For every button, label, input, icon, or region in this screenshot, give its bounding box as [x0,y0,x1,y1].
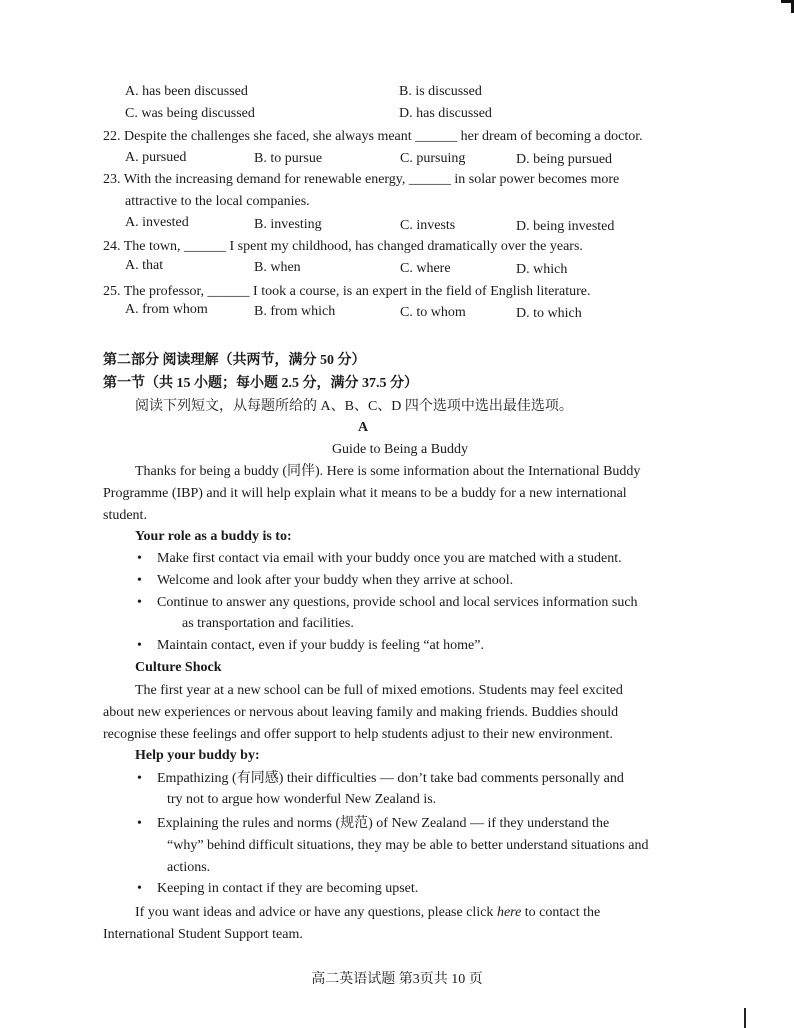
culture-heading: Culture Shock [135,660,222,675]
q22-option-c: C. pursuing [400,151,466,166]
q22-stem: 22. Despite the challenges she faced, she always meant ______ her dream of becoming a doctor. [103,129,643,144]
intro-line-2: Programme (IBP) and it will help explain what it means to be a buddy for a new international [103,486,627,501]
q25-option-d: D. to which [516,306,582,321]
q21-option-d: D. has discussed [399,106,492,121]
edge-crop-mark [744,1008,746,1028]
role-item-3: Continue to answer any questions, provide school and local services information such [157,595,638,610]
role-item-3-cont: as transportation and facilities. [182,616,354,631]
q23-option-d: D. being invested [516,219,615,234]
role-item-2: Welcome and look after your buddy when they arrive at school. [157,573,514,588]
part2-heading: 第二部分 阅读理解（共两节，满分 50 分） [103,353,366,368]
help-item-2c: actions. [167,860,211,875]
q24-option-a: A. that [125,258,164,273]
q21-option-c: C. was being discussed [125,106,255,121]
q23-option-c: C. invests [400,218,456,233]
q22-option-a: A. pursued [125,150,187,165]
q24-option-d: D. which [516,262,568,277]
help-item-3: Keeping in contact if they are becoming upset. [157,881,419,896]
closing-text-post: to contact the [521,905,601,920]
bullet-glyph: • [137,573,142,588]
q24-stem: 24. The town, ______ I spent my childhood, has changed dramatically over the years. [103,239,583,254]
reading-instruction: 阅读下列短文，从每题所给的 A、B、C、D 四个选项中选出最佳选项。 [135,399,573,414]
help-item-1b: try not to argue how wonderful New Zealand is. [167,792,437,807]
q25-option-b: B. from which [254,304,336,319]
corner-crop-mark [781,0,794,13]
section1-heading: 第一节（共 15 小题；每小题 2.5 分，满分 37.5 分） [103,376,418,391]
q23-option-b: B. investing [254,217,322,232]
role-item-1: Make first contact via email with your buddy once you are matched with a student. [157,551,622,566]
role-item-4: Maintain contact, even if your buddy is feeling “at home”. [157,638,484,653]
q24-option-b: B. when [254,260,301,275]
bullet-glyph: • [137,638,142,653]
help-item-2a: Explaining the rules and norms (规范) of New Zealand — if they understand the [157,816,610,831]
closing-text-pre: If you want ideas and advice or have any questions, please click [135,905,497,920]
q25-option-a: A. from whom [125,302,208,317]
q25-stem: 25. The professor, ______ I took a course, is an expert in the field of English literature. [103,284,591,299]
page-footer: 高二英语试题 第3页共 10 页 [311,972,483,987]
passage-letter: A [357,420,369,435]
q23-option-a: A. invested [125,215,189,230]
help-item-2b: “why” behind difficult situations, they may be able to better understand situations and [167,838,649,853]
culture-line-3: recognise these feelings and offer support to help students adjust to their new environment. [103,727,613,742]
bullet-glyph: • [137,595,142,610]
intro-line-1: Thanks for being a buddy (同伴). Here is some information about the International Buddy [135,464,641,479]
help-heading: Help your buddy by: [135,748,260,763]
bullet-glyph: • [137,551,142,566]
q25-option-c: C. to whom [400,305,466,320]
closing-line-2: International Student Support team. [103,927,303,942]
q21-option-b: B. is discussed [399,84,482,99]
passage-title: Guide to Being a Buddy [331,442,469,457]
q23-stem-line2: attractive to the local companies. [125,194,310,209]
closing-line-1 [135,904,600,922]
intro-line-3: student. [103,508,147,523]
q24-option-c: C. where [400,261,451,276]
q22-option-b: B. to pursue [254,151,323,166]
support-link[interactable]: here [496,905,522,920]
bullet-glyph: • [137,771,142,786]
help-item-1a: Empathizing (有同感) their difficulties — don’t take bad comments personally and [157,771,624,786]
bullet-glyph: • [137,816,142,831]
bullet-glyph: • [137,881,142,896]
culture-line-1: The first year at a new school can be full of mixed emotions. Students may feel excited [135,683,623,698]
culture-line-2: about new experiences or nervous about leaving family and making friends. Buddies should [103,705,619,720]
role-heading: Your role as a buddy is to: [135,529,292,544]
q22-option-d: D. being pursued [516,152,613,167]
q23-stem-line1: 23. With the increasing demand for renewable energy, ______ in solar power becomes more [103,172,620,187]
q21-option-a: A. has been discussed [125,84,248,99]
